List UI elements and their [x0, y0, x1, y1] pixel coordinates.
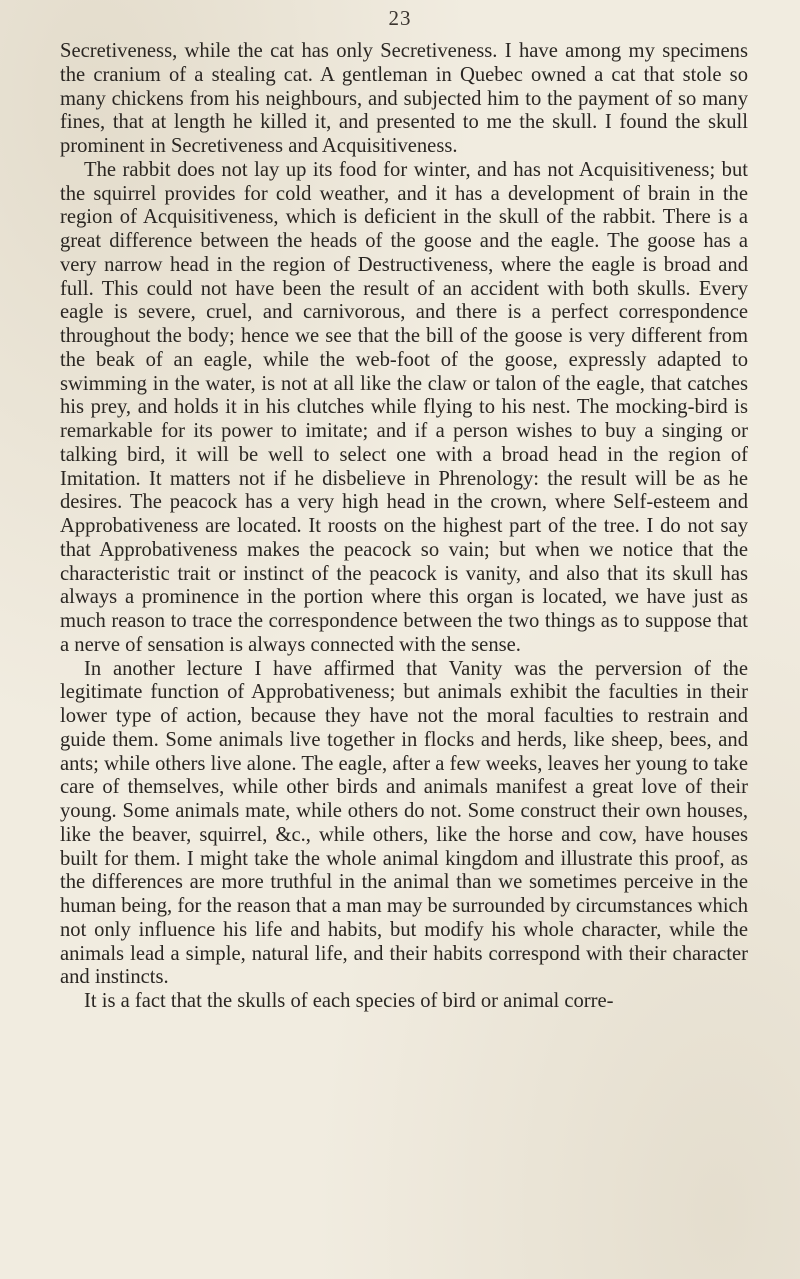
page-text	[60, 40, 748, 1014]
paragraph-4: It is a fact that the skulls of each species of bird or animal corre-	[84, 990, 614, 1012]
page-number: 23	[388, 6, 412, 30]
paragraph-1: Secretiveness, while the cat has only Secretiveness. I have among my specimens the cranium of a stealing cat. A gentleman in Quebec owned a cat that stole so many chickens from his neighbours, and subjected him to the payment of so many fines, that at length he killed it, and presented to me the skull. I found the skull prominent in Secretiveness and Acquisitiveness.	[60, 40, 748, 157]
paragraph-3: In another lecture I have affirmed that Vanity was the perversion of the legitimate function of Approbativeness; but animals exhibit the faculties in their lower type of action, because they have not the moral faculties to restrain and guide them. Some animals live together in flocks and herds, like sheep, bees, and ants; while others live alone. The eagle, after a few weeks, leaves her young to take care of themselves, while other birds and animals manifest a great love of their young. Some animals mate, while others do not. Some construct their own houses, like the beaver, squirrel, &c., while others, like the horse and cow, have houses built for them. I might take the whole animal kingdom and illustrate this proof, as the differences are more truthful in the animal than we sometimes perceive in the human being, for the reason that a man may be surrounded by circumstances which not only influence his life and habits, but modify his whole character, while the animals lead a simple, natural life, and their habits correspond with their character and instincts.	[60, 657, 748, 989]
paragraph-2: The rabbit does not lay up its food for winter, and has not Acquisitiveness; but the squirrel provides for cold weather, and it has a development of brain in the region of Acquisitiveness, which is deficient in the skull of the rabbit. There is a great difference between the heads of the goose and the eagle. The goose has a very narrow head in the region of Destructiveness, where the eagle is broad and full. This could not have been the result of an accident with both skulls. Every eagle is severe, cruel, and carnivorous, and there is a perfect correspondence throughout the body; hence we see that the bill of the goose is very different from the beak of an eagle, while the web-foot of the goose, expressly adapted to swimming in the water, is not at all like the claw or talon of the eagle, that catches his prey, and holds it in his clutches while flying to his nest. The mocking-bird is remarkable for its power to imitate; and if a person wishes to buy a singing or talking bird, it will be well to select one with a broad head in the region of Imitation. It matters not if he disbelieve in Phrenology: the result will be as he desires. The peacock has a very high head in the crown, where Self-esteem and Approbativeness are located. It roosts on the highest part of the tree. I do not say that Approbativeness makes the peacock so vain; but when we notice that the characteristic trait or instinct of the peacock is vanity, and also that its skull has always a prominence in the portion where this organ is located, we have just as much reason to trace the correspondence between the two things as to suppose that a nerve of sensation is always connected with the sense.	[60, 158, 748, 656]
